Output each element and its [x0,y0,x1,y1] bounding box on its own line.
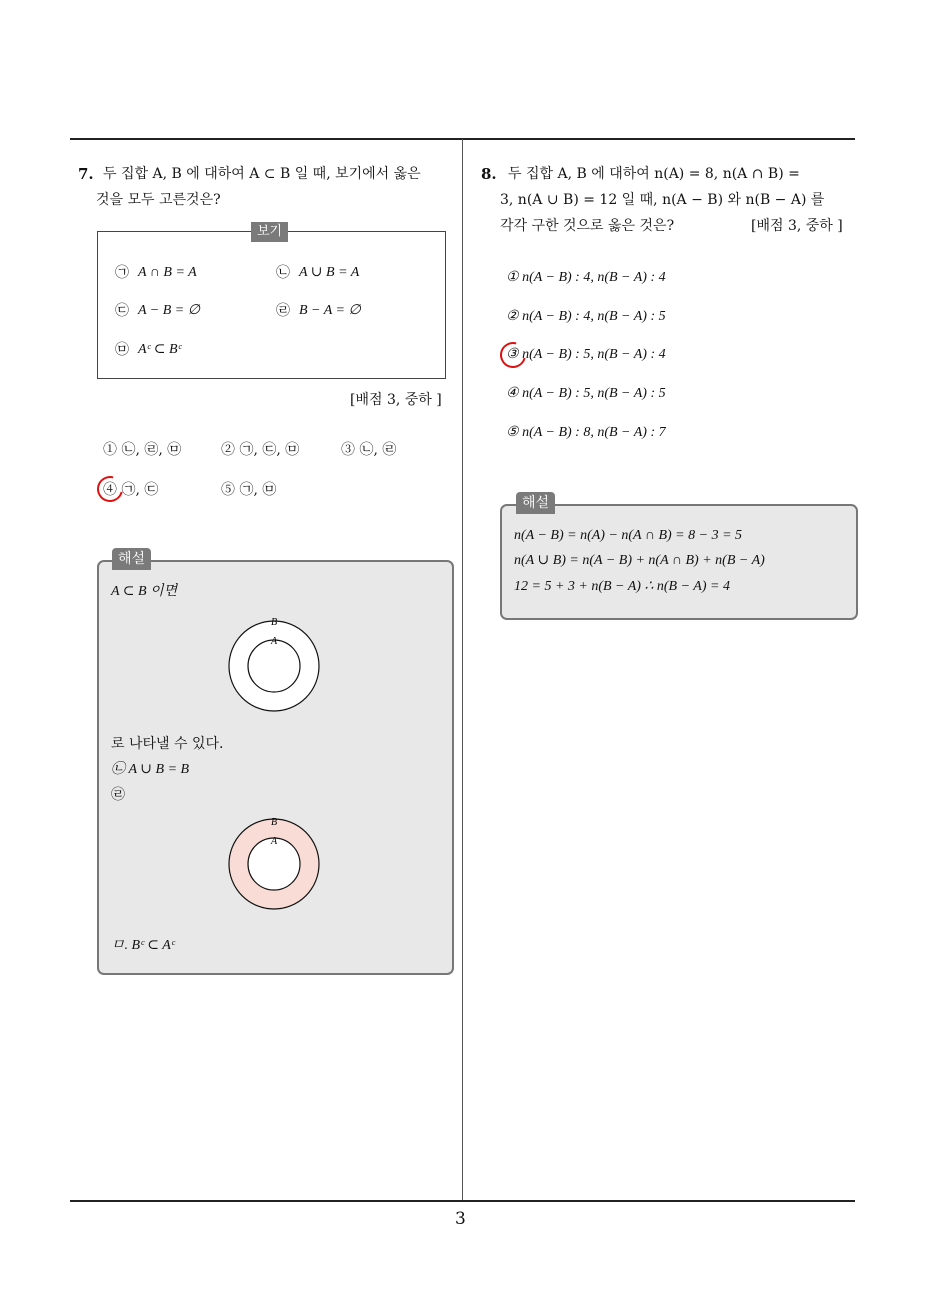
solution-line: n(A − B) = n(A) − n(A ∩ B) = 8 − 3 = 5 [514,528,743,543]
choice-number: ② [221,442,235,458]
choice-text: n(A − B) : 5, n(B − A) : 5 [522,386,666,401]
choice-3[interactable] [506,345,666,365]
venn-diagram-2 [224,812,324,912]
bogi-text: A − B = ∅ [138,303,200,318]
solution-label: 해설 [516,492,555,514]
question-stem-line1: 두 집합 A, B 에 대하여 A ⊂ B 일 때, 보기에서 옳은 [103,166,421,182]
choice-text: ㉡, ㉣ [359,442,397,458]
bogi-mark: ㉣ [276,303,290,319]
solution-line: n(A ∪ B) = n(A − B) + n(A ∩ B) + n(B − A) [514,553,765,568]
choice-number: ① [103,442,117,458]
choice-number: ④ [506,386,519,401]
bogi-text: B − A = ∅ [299,303,361,318]
choice-number: ⑤ [506,425,519,440]
venn-label-b: B [271,817,278,828]
venn-diagram-1 [224,614,324,714]
choice-number: ③ [506,347,519,362]
bogi-mark: ㉡ [276,265,290,281]
bottom-rule [70,1200,855,1202]
answer-mark [92,471,128,507]
venn-label-b: B [271,617,278,628]
choice-number: ① [506,270,519,285]
choice-number: ④ [103,482,117,498]
choice-4[interactable] [506,384,666,404]
question-number: 7. [78,165,94,183]
score-label: [배점 3, 중하 ] [751,218,843,234]
choice-number: ③ [341,442,355,458]
choice-text: ㉡, ㉣, ㉤ [121,442,182,458]
page-number: 3 [455,1209,466,1229]
choice-3[interactable] [341,440,396,460]
solution-line: ㉣ [111,787,125,803]
bogi-text: Aᶜ ⊂ Bᶜ [138,342,182,357]
solution-line: ㉡ A ∪ B = B [111,762,190,777]
question-stem-line1: 두 집합 A, B 에 대하여 n(A) = 8, n(A ∩ B) = [508,166,800,182]
choice-5[interactable] [221,480,276,500]
question-stem-line2: 3, n(A ∪ B) = 12 일 때, n(A − B) 와 n(B − A) 를 [500,192,825,208]
choice-5[interactable] [506,423,666,443]
bogi-label: 보기 [251,222,288,242]
choice-2[interactable] [221,440,299,460]
choice-number: ② [506,309,519,324]
question-stem-line2: 것을 모두 고른것은? [96,192,221,208]
venn-label-a: A [271,836,278,847]
bogi-mark: ㉠ [115,265,129,281]
choice-text: n(A − B) : 4, n(B − A) : 5 [522,309,666,324]
question-number: 8. [481,165,497,183]
choice-text: ㉠, ㉢, ㉤ [239,442,300,458]
bogi-text: A ∩ B = A [138,265,197,280]
choice-number: ⑤ [221,482,235,498]
venn-label-a: A [271,636,278,647]
column-divider [462,139,463,1201]
choice-text: n(A − B) : 4, n(B − A) : 4 [522,270,666,285]
choice-text: ㉠, ㉤ [239,482,277,498]
solution-line: ㅁ. Bᶜ ⊂ Aᶜ [111,938,175,953]
bogi-text: A ∪ B = A [299,265,360,280]
choice-2[interactable] [506,307,666,327]
solution-line: A ⊂ B 이면 [111,584,178,599]
choice-text: n(A − B) : 5, n(B − A) : 4 [522,347,666,362]
bogi-mark: ㉢ [115,303,129,319]
solution-line: 12 = 5 + 3 + n(B − A) ∴ n(B − A) = 4 [514,579,730,594]
bogi-mark: ㉤ [115,342,129,358]
score-label: [배점 3, 중하 ] [350,392,442,408]
choice-text: n(A − B) : 8, n(B − A) : 7 [522,425,666,440]
solution-label: 해설 [112,548,151,570]
question-stem-line3: 각각 구한 것으로 옳은 것은? [500,218,675,234]
solution-line: 로 나타낼 수 있다. [111,736,224,752]
choice-text: ㉠, ㉢ [121,482,159,498]
choice-1[interactable] [103,440,181,460]
choice-1[interactable] [506,268,666,288]
answer-mark [495,337,531,373]
